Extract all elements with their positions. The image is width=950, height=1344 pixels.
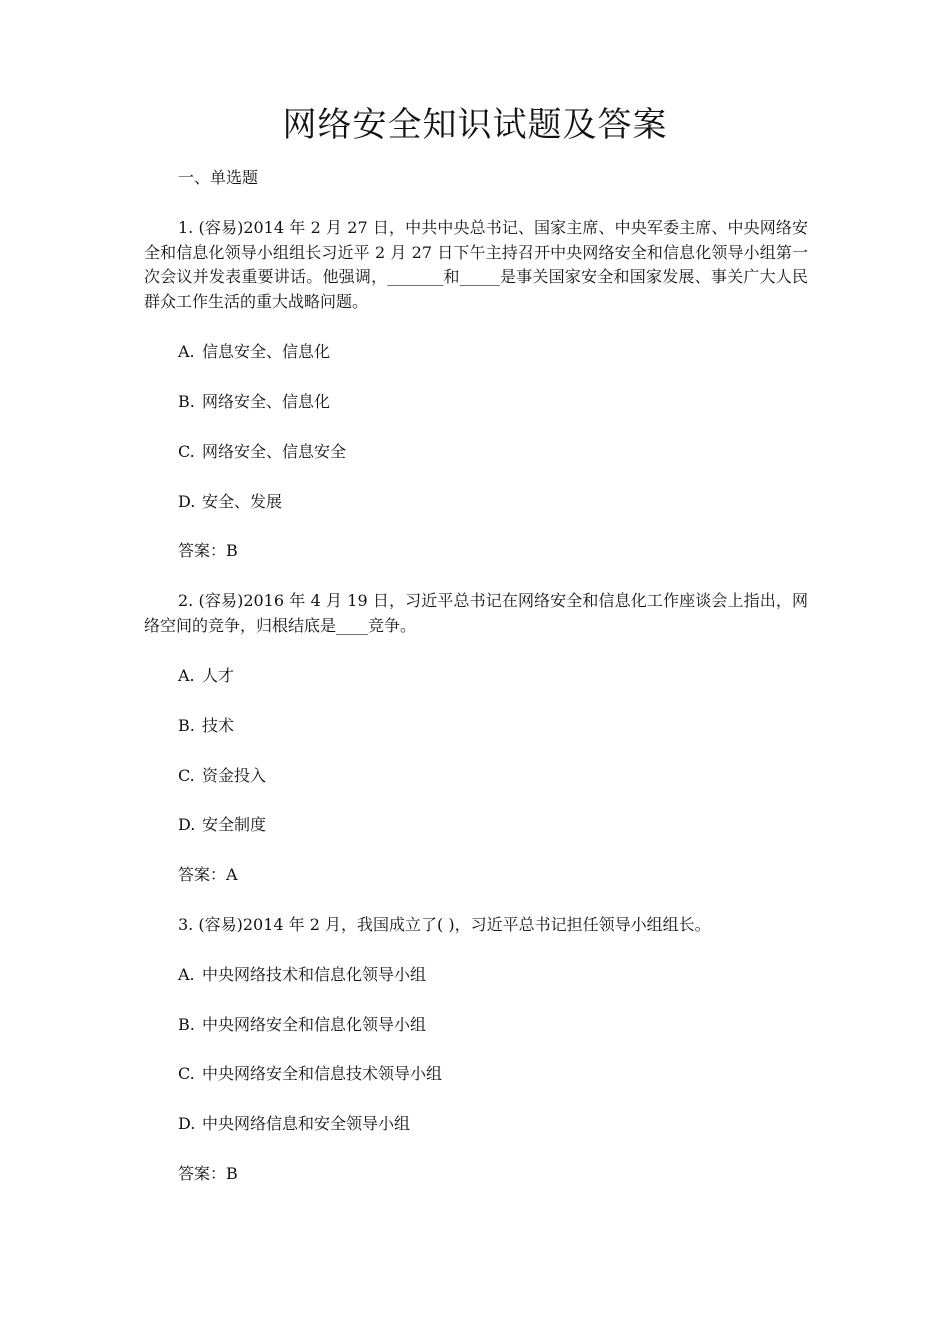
option-label: A.	[178, 666, 195, 685]
option-label: B.	[178, 716, 195, 735]
question-1-stem: 1. (容易)2014 年 2 月 27 日，中共中央总书记、国家主席、中央军委主席、中央网络安全和信息化领导小组组长习近平 2 月 27 日下午主持召开中央网络安全和信息化领导小组第一次会议并发表重要讲话。他强调，_______和_____是事关国家安全和国家发展、事关广大人民群众工作生活的重大战略问题。	[144, 218, 808, 311]
question-1-option-d	[178, 490, 282, 514]
document-title: 网络安全知识试题及答案	[282, 105, 668, 145]
option-label: C.	[178, 442, 195, 461]
question-3-answer: 答案：B	[178, 1164, 238, 1183]
question-3-option-b	[178, 1013, 426, 1037]
option-label: B.	[178, 392, 195, 411]
question-2-answer: 答案：A	[178, 865, 238, 884]
question-2-option-b	[178, 714, 234, 738]
option-text: 信息安全、信息化	[202, 342, 331, 361]
question-3-option-d	[178, 1112, 410, 1136]
option-label: A.	[178, 342, 195, 361]
option-text: 网络安全、信息安全	[202, 442, 347, 461]
question-3-option-c	[178, 1062, 442, 1086]
question-2-option-c	[178, 764, 266, 788]
option-text: 技术	[202, 716, 235, 735]
option-label: D.	[178, 492, 196, 511]
question-2-option-d	[178, 813, 266, 837]
question-1-option-c	[178, 440, 346, 464]
option-label: C.	[178, 766, 195, 785]
option-label: B.	[178, 1015, 195, 1034]
option-label: A.	[178, 965, 195, 984]
section-heading: 一、单选题	[178, 168, 259, 187]
option-text: 安全制度	[202, 815, 267, 834]
option-text: 人才	[202, 666, 235, 685]
option-label: C.	[178, 1064, 195, 1083]
option-label: D.	[178, 815, 196, 834]
question-1-answer: 答案：B	[178, 541, 238, 560]
question-3-stem: 3. (容易)2014 年 2 月，我国成立了( )，习近平总书记担任领导小组组长。	[178, 915, 711, 934]
option-text: 资金投入	[202, 766, 267, 785]
option-text: 中央网络技术和信息化领导小组	[202, 965, 427, 984]
question-1-option-a	[178, 340, 330, 364]
question-3-option-a	[178, 963, 426, 987]
option-text: 安全、发展	[202, 492, 283, 511]
question-1-option-b	[178, 390, 330, 414]
question-2-stem: 2. (容易)2016 年 4 月 19 日，习近平总书记在网络安全和信息化工作座谈会上指出，网络空间的竞争，归根结底是____竞争。	[144, 591, 808, 635]
option-label: D.	[178, 1114, 196, 1133]
option-text: 网络安全、信息化	[202, 392, 331, 411]
option-text: 中央网络安全和信息化领导小组	[202, 1015, 427, 1034]
option-text: 中央网络安全和信息技术领导小组	[202, 1064, 443, 1083]
question-2-option-a	[178, 664, 234, 688]
option-text: 中央网络信息和安全领导小组	[202, 1114, 411, 1133]
